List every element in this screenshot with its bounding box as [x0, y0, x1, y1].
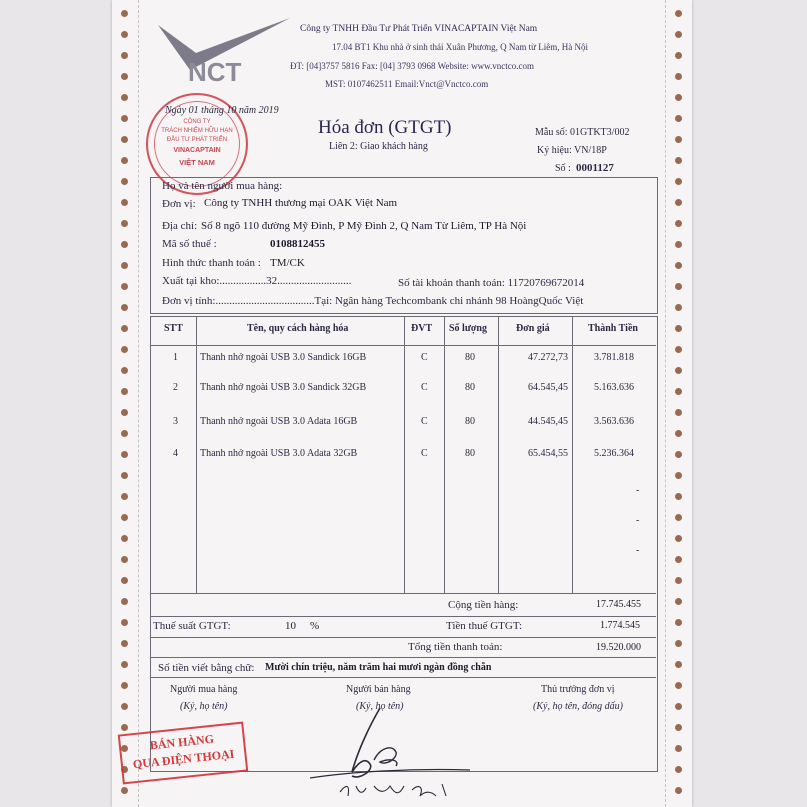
tractor-hole [121, 493, 128, 500]
amount-in-words: Mười chín triệu, năm trăm hai mươi ngàn đồng chẵn [265, 662, 492, 673]
company-address: 17.04 BT1 Khu nhà ở sinh thái Xuân Phương, Q Nam từ Liêm, Hà Nội [332, 42, 588, 52]
table-cell-unit: C [421, 448, 428, 459]
tractor-hole [121, 787, 128, 794]
warehouse: Xuất tại kho:.................32........................... [162, 275, 352, 287]
table-cell-unit: C [421, 382, 428, 393]
col-header-stt: STT [164, 323, 183, 334]
tractor-hole [121, 451, 128, 458]
empty-dash: - [636, 485, 640, 496]
tractor-hole [675, 577, 682, 584]
tractor-hole [675, 325, 682, 332]
empty-dash: - [636, 545, 640, 556]
buyer-sign-note: (Ký, họ tên) [180, 701, 228, 712]
table-cell-unit: C [421, 416, 428, 427]
phone-sales-stamp: BÁN HÀNG QUA ĐIỆN THOẠI [118, 722, 249, 785]
tractor-hole [121, 10, 128, 17]
buyer-address-label: Địa chỉ: [162, 220, 198, 232]
tractor-hole [675, 787, 682, 794]
invoice-date: Ngày 01 tháng 10 năm 2019 [165, 105, 279, 116]
tractor-hole [675, 241, 682, 248]
tractor-hole [675, 619, 682, 626]
tractor-hole [675, 367, 682, 374]
tractor-hole [121, 514, 128, 521]
table-cell-stt: 1 [173, 352, 178, 363]
invoice-copy: Liên 2: Giao khách hàng [329, 141, 428, 152]
unit-and-bank: Đơn vị tính:....................................Tại: Ngân hàng Techcombank chi nhánh 98 HoàngQuốc Việt [162, 295, 584, 307]
company-tax: MST: 0107462511 Email:Vnct@Vnctco.com [325, 79, 489, 89]
tractor-hole [121, 388, 128, 395]
tractor-hole [675, 472, 682, 479]
vat-label: Tiền thuế GTGT: [446, 620, 523, 632]
buyer-address: Số 8 ngõ 110 đường Mỹ Đình, P Mỹ Đình 2, Q Nam Từ Liêm, TP Hà Nội [201, 220, 527, 232]
payment-method: TM/CK [270, 257, 305, 269]
bank-account: Số tài khoản thanh toán: 11720769672014 [398, 277, 585, 289]
tractor-hole [675, 52, 682, 59]
perforation-right [665, 0, 666, 807]
tractor-hole [675, 661, 682, 668]
subtotal-label: Cộng tiền hàng: [448, 599, 519, 611]
buyer-name-label: Họ và tên người mua hàng: [162, 180, 283, 192]
table-cell-stt: 3 [173, 416, 178, 427]
tractor-hole [675, 388, 682, 395]
table-cell-amount: 3.781.818 [594, 352, 634, 363]
tractor-hole [121, 283, 128, 290]
vat-rate-label: Thuế suất GTGT: [153, 620, 231, 632]
tractor-hole [675, 115, 682, 122]
company-logo [150, 15, 295, 85]
company-name: Công ty TNHH Đầu Tư Phát Triển VINACAPTAIN Việt Nam [300, 24, 538, 34]
subtotal-value: 17.745.455 [596, 599, 641, 610]
tractor-hole [121, 409, 128, 416]
tractor-hole [121, 367, 128, 374]
tractor-hole [675, 556, 682, 563]
tractor-hole [121, 262, 128, 269]
col-header-qty: Số lượng [449, 323, 487, 334]
invoice-number: 0001127 [576, 162, 614, 174]
table-cell-name: Thanh nhớ ngoài USB 3.0 Adata 32GB [200, 448, 358, 459]
tractor-hole [121, 241, 128, 248]
payment-label: Hình thức thanh toán : [162, 257, 261, 269]
tractor-hole [675, 766, 682, 773]
total-value: 19.520.000 [596, 642, 641, 653]
seller-signature [300, 700, 480, 805]
buyer-tax-label: Mã số thuế : [162, 238, 217, 250]
vat-value: 1.774.545 [600, 620, 640, 631]
tractor-hole [675, 304, 682, 311]
tractor-hole [121, 598, 128, 605]
table-cell-unit: C [421, 352, 428, 363]
tractor-hole [121, 115, 128, 122]
table-cell-amount: 3.563.636 [594, 416, 634, 427]
tractor-hole [121, 220, 128, 227]
vat-rate-value: 10 [285, 620, 296, 632]
tractor-hole [121, 31, 128, 38]
col-header-name: Tên, quy cách hàng hóa [247, 323, 349, 334]
tractor-hole [121, 178, 128, 185]
tractor-hole [121, 640, 128, 647]
company-seal: CÔNG TY TRÁCH NHIỆM HỮU HẠN ĐẦU TƯ PHÁT TRIỂN VINACAPTAIN VIỆT NAM [146, 93, 248, 195]
tractor-hole [121, 619, 128, 626]
buyer-sign-title: Người mua hàng [170, 684, 238, 695]
col-header-unit: ĐVT [411, 323, 433, 334]
tractor-hole [675, 136, 682, 143]
table-cell-stt: 2 [173, 382, 178, 393]
buyer-tax: 0108812455 [270, 238, 325, 250]
total-label: Tổng tiền thanh toán: [408, 641, 503, 653]
tractor-hole [121, 199, 128, 206]
tractor-hole [121, 682, 128, 689]
tractor-hole [121, 472, 128, 479]
tractor-hole [675, 199, 682, 206]
tractor-hole [121, 157, 128, 164]
tractor-hole [121, 136, 128, 143]
tractor-holes-left [116, 0, 134, 807]
tractor-hole [675, 724, 682, 731]
tractor-hole [675, 346, 682, 353]
table-cell-amount: 5.163.636 [594, 382, 634, 393]
tractor-hole [675, 283, 682, 290]
tractor-hole [675, 157, 682, 164]
tractor-hole [121, 52, 128, 59]
tractor-hole [675, 640, 682, 647]
buyer-unit: Công ty TNHH thương mại OAK Việt Nam [204, 197, 398, 209]
tractor-hole [121, 94, 128, 101]
col-header-amount: Thành Tiền [588, 323, 638, 334]
tractor-hole [121, 661, 128, 668]
empty-dash: - [636, 515, 640, 526]
table-cell-name: Thanh nhớ ngoài USB 3.0 Sandick 16GB [200, 352, 367, 363]
invoice-number-label: Số : [555, 163, 571, 174]
tractor-hole [121, 346, 128, 353]
tractor-hole [675, 10, 682, 17]
company-phone: ĐT: [04]3757 5816 Fax: [04] 3793 0968 Website: www.vnctco.com [290, 61, 535, 71]
tractor-hole [675, 514, 682, 521]
table-cell-amount: 5.236.364 [594, 448, 634, 459]
logo-text: NCT [188, 57, 242, 85]
perforation-left [138, 0, 139, 807]
tractor-hole [675, 598, 682, 605]
tractor-hole [675, 535, 682, 542]
tractor-hole [675, 73, 682, 80]
table-cell-price: 65.454,55 [528, 448, 568, 459]
table-cell-qty: 80 [465, 352, 475, 363]
tractor-hole [121, 325, 128, 332]
tractor-hole [675, 220, 682, 227]
table-cell-price: 47.272,73 [528, 352, 568, 363]
table-cell-qty: 80 [465, 416, 475, 427]
table-cell-price: 44.545,45 [528, 416, 568, 427]
tractor-hole [675, 31, 682, 38]
tractor-hole [121, 535, 128, 542]
tractor-hole [675, 493, 682, 500]
tractor-hole [121, 73, 128, 80]
table-cell-name: Thanh nhớ ngoài USB 3.0 Adata 16GB [200, 416, 358, 427]
tractor-hole [121, 577, 128, 584]
table-cell-name: Thanh nhớ ngoài USB 3.0 Sandick 32GB [200, 382, 367, 393]
tractor-hole [675, 409, 682, 416]
table-cell-stt: 4 [173, 448, 178, 459]
form-number: Mẫu số: 01GTKT3/002 [535, 127, 630, 138]
col-header-price: Đơn giá [516, 323, 550, 334]
table-cell-qty: 80 [465, 448, 475, 459]
vat-rate-unit: % [310, 620, 320, 632]
tractor-hole [675, 703, 682, 710]
tractor-hole [675, 430, 682, 437]
head-sign-title: Thủ trưởng đơn vị [541, 684, 615, 695]
head-sign-note: (Ký, họ tên, đóng dấu) [533, 701, 623, 712]
tractor-hole [675, 178, 682, 185]
tractor-hole [675, 451, 682, 458]
tractor-hole [121, 556, 128, 563]
amount-in-words-label: Số tiền viết bằng chữ: [158, 662, 255, 674]
tractor-hole [675, 745, 682, 752]
tractor-hole [121, 724, 128, 731]
seller-sign-title: Người bán hàng [346, 684, 411, 695]
invoice-title: Hóa đơn (GTGT) [318, 117, 452, 138]
seller-sign-note: (Ký, họ tên) [356, 701, 404, 712]
buyer-unit-label: Đơn vị: [162, 198, 196, 210]
tractor-hole [121, 304, 128, 311]
tractor-hole [675, 682, 682, 689]
tractor-hole [121, 703, 128, 710]
tractor-holes-right [670, 0, 688, 807]
table-cell-price: 64.545,45 [528, 382, 568, 393]
table-header-line [150, 345, 656, 346]
tractor-hole [121, 430, 128, 437]
invoice-symbol: Ký hiệu: VN/18P [537, 145, 607, 156]
tractor-hole [675, 262, 682, 269]
table-cell-qty: 80 [465, 382, 475, 393]
tractor-hole [675, 94, 682, 101]
